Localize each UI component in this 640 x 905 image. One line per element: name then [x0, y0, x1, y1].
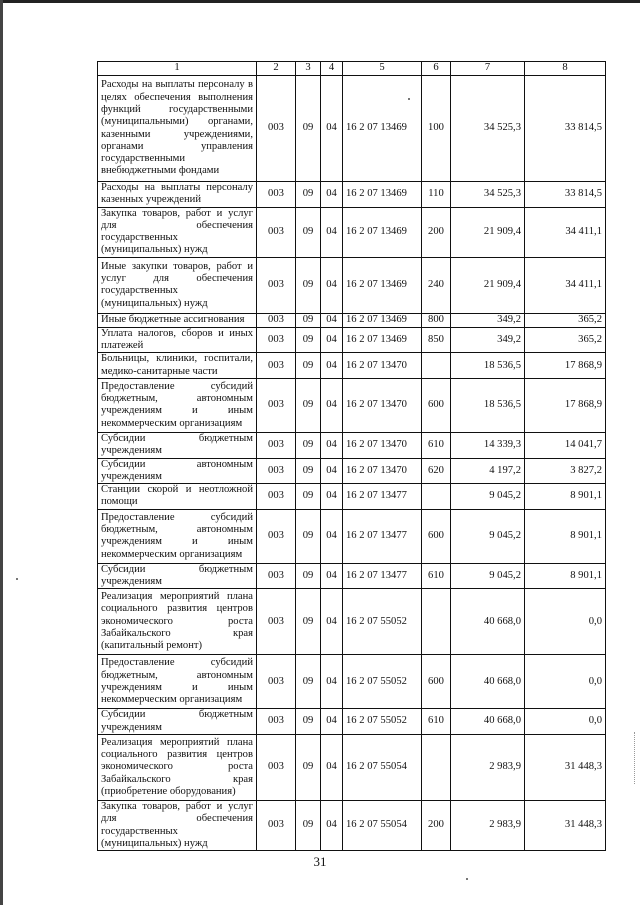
target-article-code: 16 2 07 13477 [343, 509, 422, 563]
target-article-code: 16 2 07 13470 [343, 378, 422, 432]
table-row [98, 589, 606, 655]
expense-type-code: 610 [422, 432, 451, 458]
page-edge [0, 0, 3, 905]
row-description: Иные закупки товаров, работ и услуг для обеспечения государственных (муниципальных) нужд [98, 257, 257, 313]
amount-year-1: 9 045,2 [451, 509, 525, 563]
expense-type-code: 110 [422, 182, 451, 208]
ministry-code: 003 [257, 734, 296, 800]
amount-year-2: 0,0 [525, 709, 606, 735]
amount-year-2: 17 868,9 [525, 378, 606, 432]
subsection-code: 04 [321, 709, 343, 735]
scan-speck [466, 878, 468, 880]
ministry-code: 003 [257, 709, 296, 735]
section-code: 09 [296, 313, 321, 327]
column-header-3: 3 [296, 62, 321, 76]
column-header-5: 5 [343, 62, 422, 76]
table-row [98, 313, 606, 327]
table-row [98, 76, 606, 182]
target-article-code: 16 2 07 55052 [343, 709, 422, 735]
ministry-code: 003 [257, 800, 296, 850]
subsection-code: 04 [321, 484, 343, 510]
table-row [98, 458, 606, 484]
scan-speck [408, 98, 410, 100]
amount-year-1: 9 045,2 [451, 484, 525, 510]
target-article-code: 16 2 07 13470 [343, 432, 422, 458]
table-row [98, 734, 606, 800]
column-header-2: 2 [257, 62, 296, 76]
row-description: Уплата налогов, сборов и иных платежей [98, 327, 257, 353]
row-description: Предоставление субсидий бюджетным, автономным учреждениям и иным некоммерческим организациям [98, 655, 257, 709]
section-code: 09 [296, 327, 321, 353]
column-header-8: 8 [525, 62, 606, 76]
amount-year-2: 31 448,3 [525, 734, 606, 800]
subsection-code: 04 [321, 257, 343, 313]
amount-year-2: 34 411,1 [525, 207, 606, 257]
amount-year-2: 0,0 [525, 589, 606, 655]
target-article-code: 16 2 07 55054 [343, 734, 422, 800]
section-code: 09 [296, 182, 321, 208]
row-description: Закупка товаров, работ и услуг для обеспечения государственных (муниципальных) нужд [98, 207, 257, 257]
page-edge [0, 0, 640, 3]
amount-year-1: 4 197,2 [451, 458, 525, 484]
amount-year-1: 21 909,4 [451, 257, 525, 313]
target-article-code: 16 2 07 55054 [343, 800, 422, 850]
target-article-code: 16 2 07 13469 [343, 207, 422, 257]
scan-speck [16, 578, 18, 580]
table-row [98, 378, 606, 432]
row-description: Субсидии бюджетным учреждениям [98, 709, 257, 735]
row-description: Станции скорой и неотложной помощи [98, 484, 257, 510]
ministry-code: 003 [257, 207, 296, 257]
target-article-code: 16 2 07 13469 [343, 257, 422, 313]
ministry-code: 003 [257, 313, 296, 327]
section-code: 09 [296, 589, 321, 655]
table-row [98, 709, 606, 735]
ministry-code: 003 [257, 589, 296, 655]
table-row [98, 182, 606, 208]
expense-type-code: 610 [422, 709, 451, 735]
target-article-code: 16 2 07 13469 [343, 313, 422, 327]
subsection-code: 04 [321, 182, 343, 208]
subsection-code: 04 [321, 207, 343, 257]
column-header-1: 1 [98, 62, 257, 76]
expense-type-code: 200 [422, 207, 451, 257]
section-code: 09 [296, 484, 321, 510]
amount-year-1: 2 983,9 [451, 734, 525, 800]
scan-margin-dots [634, 732, 637, 784]
target-article-code: 16 2 07 13477 [343, 484, 422, 510]
amount-year-2: 17 868,9 [525, 353, 606, 379]
section-code: 09 [296, 655, 321, 709]
ministry-code: 003 [257, 484, 296, 510]
amount-year-2: 365,2 [525, 327, 606, 353]
table-row [98, 207, 606, 257]
target-article-code: 16 2 07 13470 [343, 353, 422, 379]
table-row [98, 432, 606, 458]
table-header-row [98, 62, 606, 76]
subsection-code: 04 [321, 458, 343, 484]
amount-year-2: 3 827,2 [525, 458, 606, 484]
target-article-code: 16 2 07 13469 [343, 76, 422, 182]
amount-year-2: 34 411,1 [525, 257, 606, 313]
page-number: 31 [313, 854, 327, 869]
amount-year-2: 33 814,5 [525, 182, 606, 208]
target-article-code: 16 2 07 55052 [343, 655, 422, 709]
expense-type-code: 800 [422, 313, 451, 327]
section-code: 09 [296, 353, 321, 379]
subsection-code: 04 [321, 563, 343, 589]
column-header-7: 7 [451, 62, 525, 76]
amount-year-1: 40 668,0 [451, 655, 525, 709]
amount-year-2: 8 901,1 [525, 484, 606, 510]
subsection-code: 04 [321, 509, 343, 563]
row-description: Субсидии автономным учреждениям [98, 458, 257, 484]
table-row [98, 800, 606, 850]
section-code: 09 [296, 76, 321, 182]
expense-type-code: 620 [422, 458, 451, 484]
subsection-code: 04 [321, 734, 343, 800]
expense-type-code: 600 [422, 509, 451, 563]
row-description: Субсидии бюджетным учреждениям [98, 432, 257, 458]
row-description: Предоставление субсидий бюджетным, автономным учреждениям и иным некоммерческим организациям [98, 509, 257, 563]
expense-type-code: 600 [422, 378, 451, 432]
ministry-code: 003 [257, 432, 296, 458]
amount-year-2: 33 814,5 [525, 76, 606, 182]
expense-type-code: 200 [422, 800, 451, 850]
section-code: 09 [296, 709, 321, 735]
ministry-code: 003 [257, 327, 296, 353]
row-description: Расходы на выплаты персоналу казенных учреждений [98, 182, 257, 208]
row-description: Расходы на выплаты персоналу в целях обеспечения выполнения функций государственными (муниципальными) органами, казенными учреждениями, органами управления государственными внебюджетными фондами [98, 76, 257, 182]
ministry-code: 003 [257, 76, 296, 182]
amount-year-1: 18 536,5 [451, 353, 525, 379]
ministry-code: 003 [257, 378, 296, 432]
section-code: 09 [296, 432, 321, 458]
table-row [98, 353, 606, 379]
table-row [98, 563, 606, 589]
section-code: 09 [296, 734, 321, 800]
amount-year-2: 14 041,7 [525, 432, 606, 458]
expense-type-code: 100 [422, 76, 451, 182]
expense-type-code: 850 [422, 327, 451, 353]
amount-year-1: 14 339,3 [451, 432, 525, 458]
amount-year-2: 365,2 [525, 313, 606, 327]
subsection-code: 04 [321, 589, 343, 655]
ministry-code: 003 [257, 655, 296, 709]
section-code: 09 [296, 563, 321, 589]
section-code: 09 [296, 509, 321, 563]
expense-type-code: 610 [422, 563, 451, 589]
expense-type-code [422, 589, 451, 655]
amount-year-1: 18 536,5 [451, 378, 525, 432]
row-description: Реализация мероприятий плана социального развития центров экономического роста Забайкальского края (капитальный ремонт) [98, 589, 257, 655]
section-code: 09 [296, 207, 321, 257]
table-row [98, 257, 606, 313]
column-header-6: 6 [422, 62, 451, 76]
section-code: 09 [296, 800, 321, 850]
amount-year-1: 21 909,4 [451, 207, 525, 257]
section-code: 09 [296, 458, 321, 484]
ministry-code: 003 [257, 458, 296, 484]
ministry-code: 003 [257, 509, 296, 563]
subsection-code: 04 [321, 378, 343, 432]
section-code: 09 [296, 257, 321, 313]
expense-type-code [422, 484, 451, 510]
amount-year-1: 349,2 [451, 327, 525, 353]
amount-year-2: 31 448,3 [525, 800, 606, 850]
subsection-code: 04 [321, 353, 343, 379]
ministry-code: 003 [257, 353, 296, 379]
ministry-code: 003 [257, 182, 296, 208]
row-description: Реализация мероприятий плана социального развития центров экономического роста Забайкальского края (приобретение оборудования) [98, 734, 257, 800]
row-description: Предоставление субсидий бюджетным, автономным учреждениям и иным некоммерческим организациям [98, 378, 257, 432]
target-article-code: 16 2 07 13477 [343, 563, 422, 589]
subsection-code: 04 [321, 76, 343, 182]
target-article-code: 16 2 07 55052 [343, 589, 422, 655]
expense-type-code [422, 734, 451, 800]
table-row [98, 655, 606, 709]
amount-year-1: 40 668,0 [451, 709, 525, 735]
row-description: Субсидии бюджетным учреждениям [98, 563, 257, 589]
target-article-code: 16 2 07 13470 [343, 458, 422, 484]
amount-year-2: 8 901,1 [525, 509, 606, 563]
subsection-code: 04 [321, 800, 343, 850]
amount-year-1: 2 983,9 [451, 800, 525, 850]
subsection-code: 04 [321, 432, 343, 458]
budget-table [97, 61, 606, 851]
table-row [98, 509, 606, 563]
row-description: Больницы, клиники, госпитали, медико-санитарные части [98, 353, 257, 379]
subsection-code: 04 [321, 655, 343, 709]
amount-year-2: 8 901,1 [525, 563, 606, 589]
amount-year-2: 0,0 [525, 655, 606, 709]
table-body [98, 76, 606, 851]
amount-year-1: 9 045,2 [451, 563, 525, 589]
subsection-code: 04 [321, 313, 343, 327]
subsection-code: 04 [321, 327, 343, 353]
amount-year-1: 349,2 [451, 313, 525, 327]
column-header-4: 4 [321, 62, 343, 76]
expense-type-code [422, 353, 451, 379]
table-row [98, 327, 606, 353]
amount-year-1: 34 525,3 [451, 182, 525, 208]
ministry-code: 003 [257, 257, 296, 313]
expense-type-code: 600 [422, 655, 451, 709]
amount-year-1: 40 668,0 [451, 589, 525, 655]
amount-year-1: 34 525,3 [451, 76, 525, 182]
expense-type-code: 240 [422, 257, 451, 313]
target-article-code: 16 2 07 13469 [343, 182, 422, 208]
table-row [98, 484, 606, 510]
ministry-code: 003 [257, 563, 296, 589]
row-description: Закупка товаров, работ и услуг для обеспечения государственных (муниципальных) нужд [98, 800, 257, 850]
section-code: 09 [296, 378, 321, 432]
row-description: Иные бюджетные ассигнования [98, 313, 257, 327]
target-article-code: 16 2 07 13469 [343, 327, 422, 353]
